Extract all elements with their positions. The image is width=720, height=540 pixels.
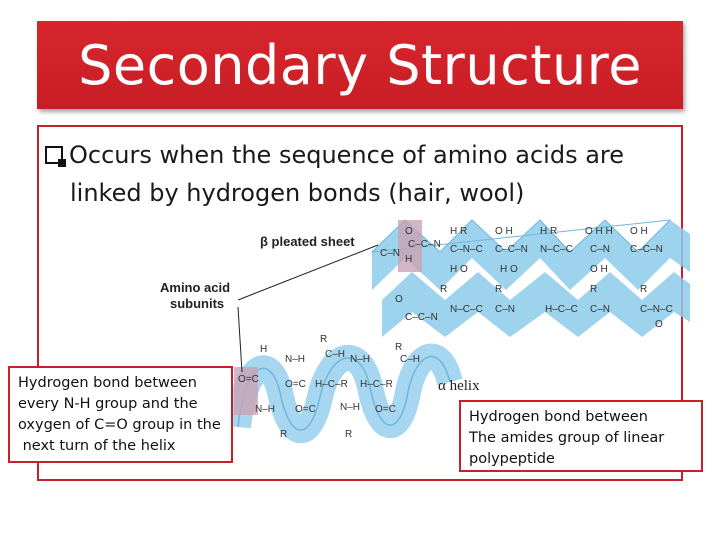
- svg-text:O=C: O=C: [285, 379, 306, 390]
- bullet-text-line1: Occurs when the sequence of amino acids are: [69, 141, 625, 169]
- svg-text:O=C: O=C: [375, 404, 396, 415]
- svg-text:C–N: C–N: [495, 304, 516, 315]
- beta-sheet-label: β pleated sheet: [260, 234, 355, 249]
- svg-text:H–C–C: H–C–C: [545, 304, 578, 315]
- callout-right-line1: Hydrogen bond between: [469, 409, 648, 425]
- svg-text:R: R: [320, 334, 328, 345]
- slide-title: Secondary Structure: [78, 33, 642, 97]
- svg-text:O=C: O=C: [238, 374, 259, 385]
- svg-text:R: R: [395, 342, 403, 353]
- callout-left-line1: Hydrogen bond between: [18, 375, 197, 391]
- svg-text:C–C–N: C–C–N: [495, 244, 528, 255]
- svg-text:H: H: [405, 254, 413, 265]
- pointer-line-helix: [238, 307, 242, 372]
- callout-left-line4: next turn of the helix: [18, 438, 176, 454]
- svg-text:C–H: C–H: [325, 349, 346, 360]
- pointer-line-sheet: [238, 245, 378, 300]
- svg-text:C–N–C: C–N–C: [450, 244, 483, 255]
- alpha-helix-label: α helix: [438, 378, 480, 394]
- svg-text:N–C–C: N–C–C: [450, 304, 483, 315]
- checkbox-bullet-icon: [45, 146, 63, 164]
- callout-left-line3: oxygen of C=O group in the: [18, 417, 221, 433]
- svg-text:N–H: N–H: [255, 404, 276, 415]
- callout-left-line2: every N-H group and the: [18, 396, 198, 412]
- svg-text:C–H: C–H: [400, 354, 421, 365]
- svg-text:R: R: [495, 284, 503, 295]
- svg-text:O: O: [405, 226, 413, 237]
- svg-text:H R: H R: [450, 226, 468, 237]
- amino-acid-label: Amino acid: [160, 280, 231, 295]
- svg-text:R: R: [345, 429, 353, 440]
- svg-text:H R: H R: [540, 226, 558, 237]
- callout-helix-bond: [8, 366, 233, 463]
- svg-text:R: R: [640, 284, 648, 295]
- svg-text:O H: O H: [630, 226, 648, 237]
- callout-right-line3: polypeptide: [469, 451, 555, 467]
- svg-text:N–C–C: N–C–C: [540, 244, 573, 255]
- svg-text:C–C–N: C–C–N: [405, 312, 438, 323]
- svg-text:C–N: C–N: [590, 304, 611, 315]
- title-banner: [37, 21, 683, 109]
- bullet-text-line2: linked by hydrogen bonds (hair, wool): [70, 179, 525, 207]
- svg-text:N–H: N–H: [285, 354, 306, 365]
- svg-text:C–N: C–N: [590, 244, 611, 255]
- svg-text:C–N: C–N: [380, 248, 401, 259]
- callout-sheet-bond: [459, 400, 703, 472]
- svg-text:H O: H O: [450, 264, 468, 275]
- subunits-label: subunits: [170, 296, 225, 311]
- svg-text:C–C–N: C–C–N: [408, 239, 441, 250]
- svg-text:O H: O H: [495, 226, 513, 237]
- svg-text:O H: O H: [590, 264, 608, 275]
- svg-text:C–N–C: C–N–C: [640, 304, 673, 315]
- svg-text:R: R: [280, 429, 288, 440]
- svg-text:O: O: [395, 294, 403, 305]
- svg-text:H: H: [260, 344, 268, 355]
- svg-text:O H H: O H H: [585, 226, 613, 237]
- svg-text:H–C–R: H–C–R: [360, 379, 393, 390]
- svg-text:C–C–N: C–C–N: [630, 244, 663, 255]
- bullet-point: [45, 136, 685, 212]
- callout-right-line2: The amides group of linear: [469, 430, 665, 446]
- svg-text:H O: H O: [500, 264, 518, 275]
- svg-text:N–H: N–H: [350, 354, 371, 365]
- svg-text:N–H: N–H: [340, 402, 361, 413]
- svg-text:O=C: O=C: [295, 404, 316, 415]
- svg-text:O: O: [655, 319, 663, 330]
- svg-text:H–C–R: H–C–R: [315, 379, 348, 390]
- svg-text:R: R: [440, 284, 448, 295]
- alpha-helix: [234, 357, 450, 431]
- svg-text:R: R: [590, 284, 598, 295]
